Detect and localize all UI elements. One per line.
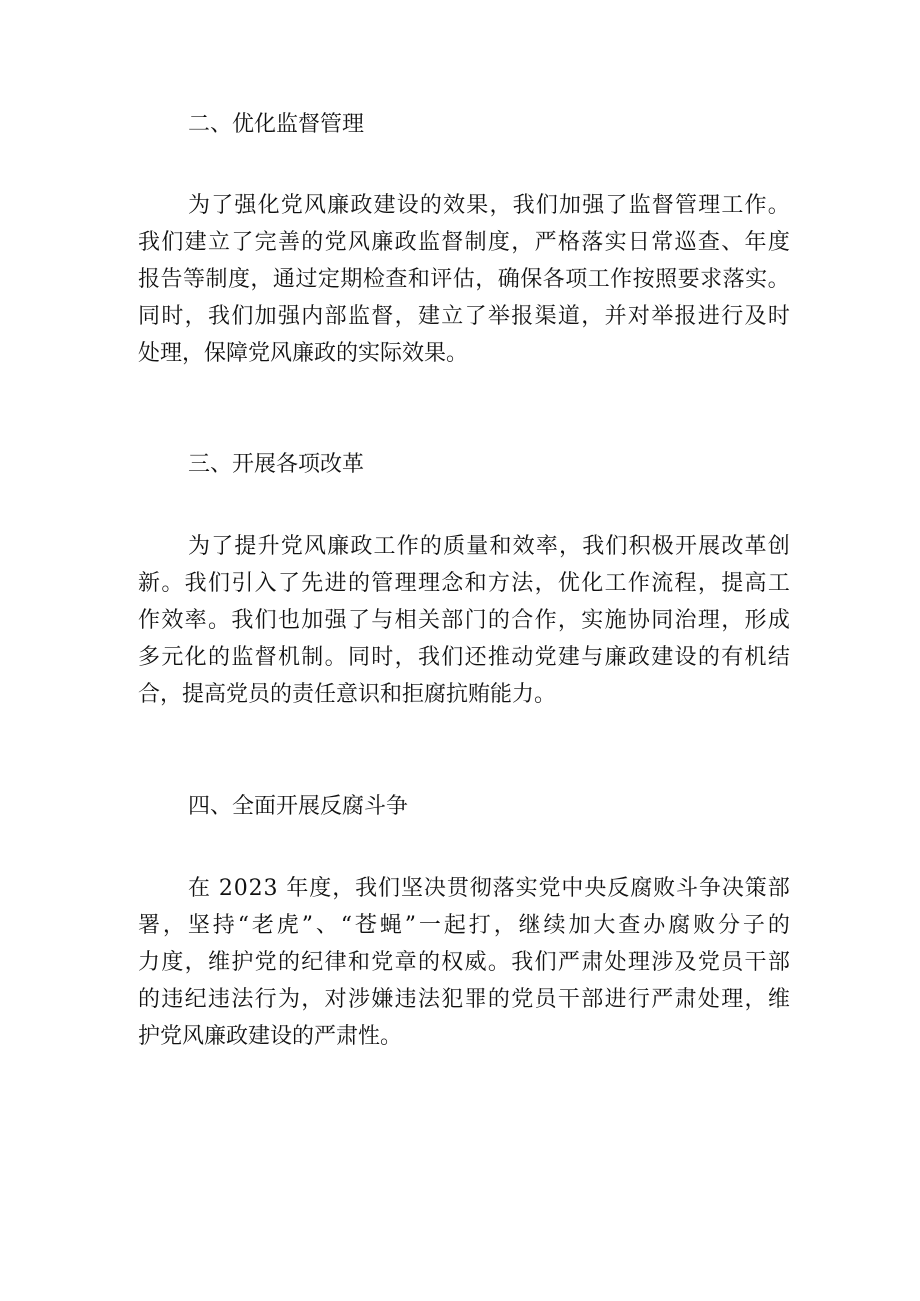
paragraph-line: 处理，保障党风廉政的实际效果。 (138, 341, 469, 366)
section-paragraph-4 (138, 870, 790, 1055)
paragraph-line: 为 了 强 化 党 风 廉 政 建 设 的 效 果 ， 我 们 加 强 了 监 督 管 理 工 作 。 (188, 193, 790, 218)
paragraph-line: 我 们 建 立 了 完 善 的 党 风 廉 政 监 督 制 度 ， 严 格 落 实 日 常 巡 查 、 年 度 (138, 230, 790, 255)
paragraph-line: 作 效 率 。 我 们 也 加 强 了 与 相 关 部 门 的 合 作 ， 实 施 协 同 治 理 ， 形 成 (138, 608, 790, 633)
paragraph-line: 为 了 提 升 党 风 廉 政 工 作 的 质 量 和 效 率 ， 我 们 积 极 开 展 改 革 创 (188, 534, 790, 559)
paragraph-line: 署 ， 坚 持 “ 老 虎 ” 、 “ 苍 蝇 ” 一 起 打 ， 继 续 加 大 查 办 腐 败 分 子 的 (138, 913, 790, 938)
section-paragraph-3 (138, 528, 790, 713)
paragraph-line: 新 。 我 们 引 入 了 先 进 的 管 理 理 念 和 方 法 ， 优 化 工 作 流 程 ， 提 高 工 (138, 571, 790, 596)
paragraph-line: 同 时 ， 我 们 加 强 内 部 监 督 ， 建 立 了 举 报 渠 道 ， 并 对 举 报 进 行 及 时 (138, 304, 790, 329)
paragraph-line: 合，提高党员的责任意识和拒腐抗贿能力。 (138, 682, 557, 707)
section-heading-4: 四、全面开展反腐斗争 (188, 794, 409, 819)
paragraph-line: 的 违 纪 违 法 行 为 ， 对 涉 嫌 违 法 犯 罪 的 党 员 干 部 进 行 严 肃 处 理 ， 维 (138, 987, 790, 1012)
section-heading-3: 三、开展各项改革 (188, 452, 365, 477)
section-paragraph-2 (138, 187, 790, 372)
paragraph-line: 力 度 ， 维 护 党 的 纪 律 和 党 章 的 权 威 。 我 们 严 肃 处 理 涉 及 党 员 干 部 (138, 950, 790, 975)
paragraph-line: 在 2 0 2 3 年 度 ， 我 们 坚 决 贯 彻 落 实 党 中 央 反 腐 败 斗 争 决 策 部 (188, 876, 790, 901)
paragraph-line: 护党风廉政建设的严肃性。 (138, 1024, 403, 1049)
section-heading-2: 二、优化监督管理 (188, 112, 365, 137)
paragraph-line: 报 告 等 制 度 ， 通 过 定 期 检 查 和 评 估 ， 确 保 各 项 工 作 按 照 要 求 落 实 。 (138, 267, 790, 292)
paragraph-line: 多 元 化 的 监 督 机 制 。 同 时 ， 我 们 还 推 动 党 建 与 廉 政 建 设 的 有 机 结 (138, 645, 790, 670)
